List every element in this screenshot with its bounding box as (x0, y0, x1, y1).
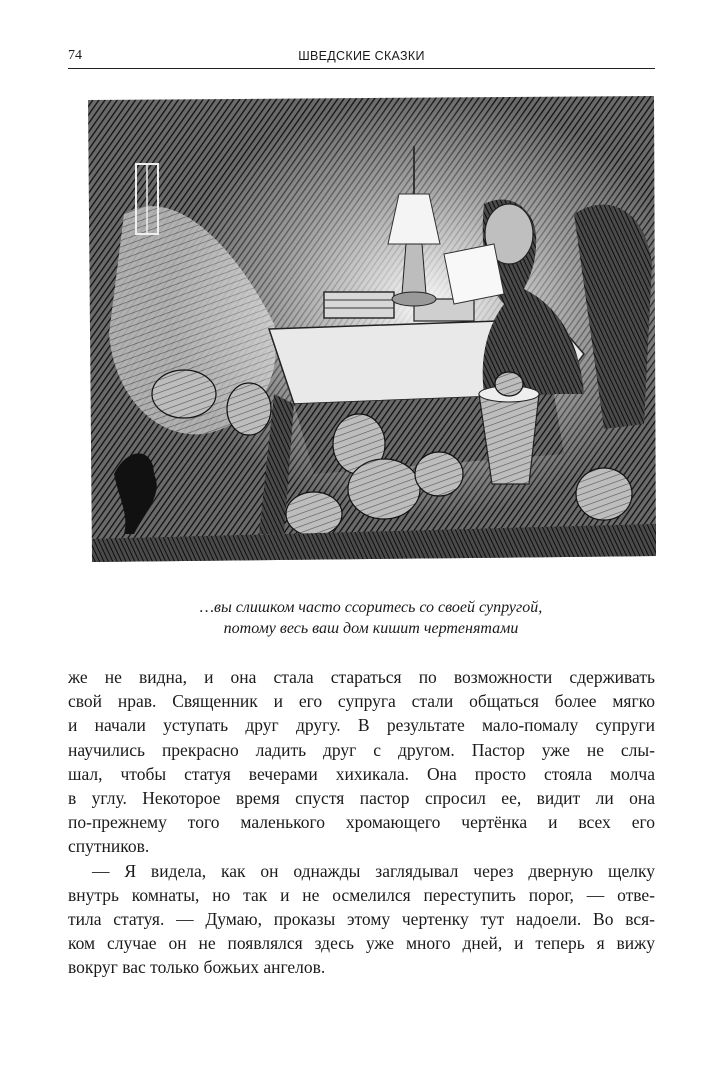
page-header (68, 46, 655, 69)
text-line: спутников. (68, 836, 150, 857)
body-text (68, 665, 655, 979)
illustration-caption (84, 597, 658, 639)
text-line: — Я видела, как он однажды заглядывал через дверную щелку (92, 860, 655, 881)
text-line: и начали уступать друг другу. В результате мало-помалу супруги (68, 715, 655, 736)
text-line: научились прекрасно ладить друг с другом. Пастор уже не слы- (68, 739, 655, 760)
text-line: шал, чтобы статуя вечерами хихикала. Она просто стояла молча (68, 763, 655, 784)
text-line: тила статуя. — Думаю, проказы этому чертенку тут надоели. Во вся- (68, 908, 655, 929)
text-line: свой нрав. Священник и его супруга стали общаться более мягко (68, 691, 655, 712)
page-number: 74 (68, 48, 82, 63)
text-line: же не видна, и она стала стараться по возможности сдерживать (68, 667, 655, 687)
text-line: вокруг вас только божьих ангелов. (68, 957, 326, 978)
text-line: ком случае он не появлялся здесь уже много дней, и теперь я вижу (68, 933, 655, 954)
text-line: внутрь комнаты, но так и не осмелился переступить порог, — отве- (68, 884, 655, 905)
caption-line: …вы слишком часто ссоритесь со своей супругой, (199, 599, 543, 616)
running-title: ШВЕДСКИЕ СКАЗКИ (298, 49, 425, 63)
text-line: по-прежнему того маленького хромающего чертёнка и всех его (68, 812, 655, 833)
caption-line: потому весь ваш дом кишит чертенятами (223, 620, 519, 637)
engraving-illustration (84, 94, 658, 564)
text-line: в углу. Некоторое время спустя пастор спросил ее, видит ли она (68, 787, 655, 808)
